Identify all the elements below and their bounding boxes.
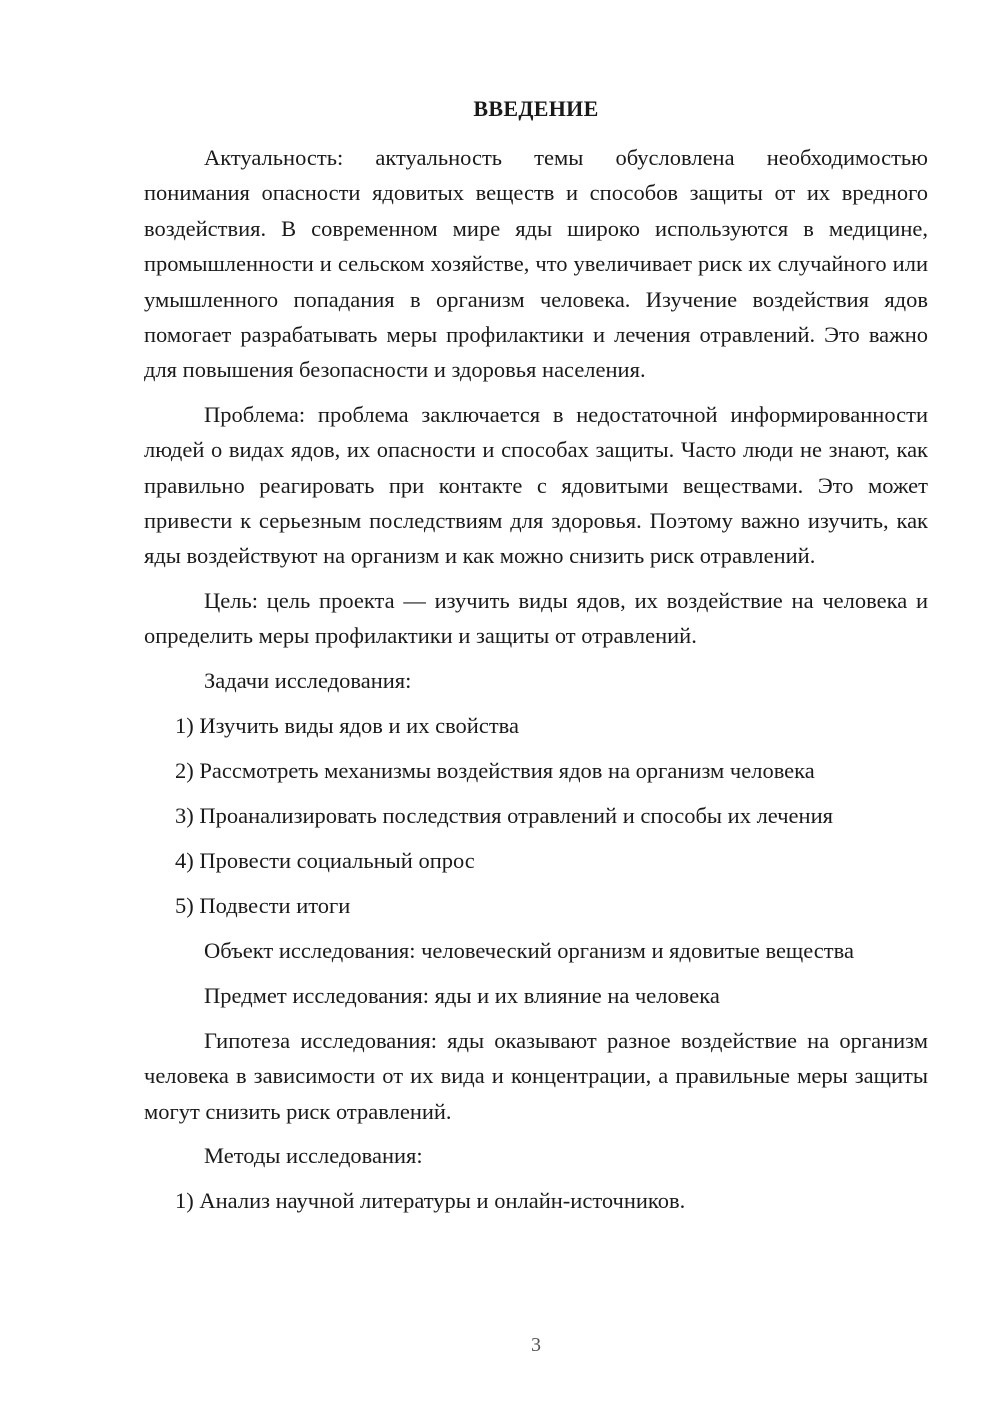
task-item-3: 3) Проанализировать последствия отравлений и способы их лечения: [175, 802, 833, 828]
document-body: [144, 140, 928, 1228]
methods-heading: Методы исследования:: [204, 1142, 423, 1168]
goal-paragraph: Цель: цель проекта — изучить виды ядов, их воздействие на человека и определить меры профилактики и защиты от отравлений.: [144, 587, 928, 649]
problem-paragraph: Проблема: проблема заключается в недостаточной информированности людей о видах ядов, их опасности и способах защиты. Часто люди не знают, как правильно реагировать при контакте с ядовитыми веществами. Это может привести к серьезным последствиям для здоровья. Поэтому важно изучить, как яды воздействуют на организм и как можно снизить риск отравлений.: [144, 401, 928, 569]
task-item-4: 4) Провести социальный опрос: [175, 847, 475, 873]
task-item-5: 5) Подвести итоги: [175, 892, 351, 918]
task-item-2: 2) Рассмотреть механизмы воздействия ядов на организм человека: [175, 757, 815, 783]
page-title: ВВЕДЕНИЕ: [473, 96, 599, 121]
method-item-1: 1) Анализ научной литературы и онлайн-источников.: [175, 1187, 686, 1213]
hypothesis-paragraph: Гипотеза исследования: яды оказывают разное воздействие на организм человека в зависимости от их вида и концентрации, а правильные меры защиты могут снизить риск отравлений.: [144, 1027, 928, 1124]
research-subject: Предмет исследования: яды и их влияние на человека: [204, 982, 720, 1008]
task-item-1: 1) Изучить виды ядов и их свойства: [175, 712, 519, 738]
page-number: 3: [531, 1334, 541, 1356]
research-object: Объект исследования: человеческий организм и ядовитые вещества: [204, 937, 854, 963]
relevance-paragraph: Актуальность: актуальность темы обусловлена необходимостью понимания опасности ядовитых веществ и способов защиты от их вредного воздействия. В современном мире яды широко используются в медицине, промышленности и сельском хозяйстве, что увеличивает риск их случайного или умышленного попадания в организм человека. Изучение воздействия ядов помогает разрабатывать меры профилактики и лечения отравлений. Это важно для повышения безопасности и здоровья населения.: [144, 145, 928, 383]
tasks-heading: Задачи исследования:: [204, 667, 412, 693]
